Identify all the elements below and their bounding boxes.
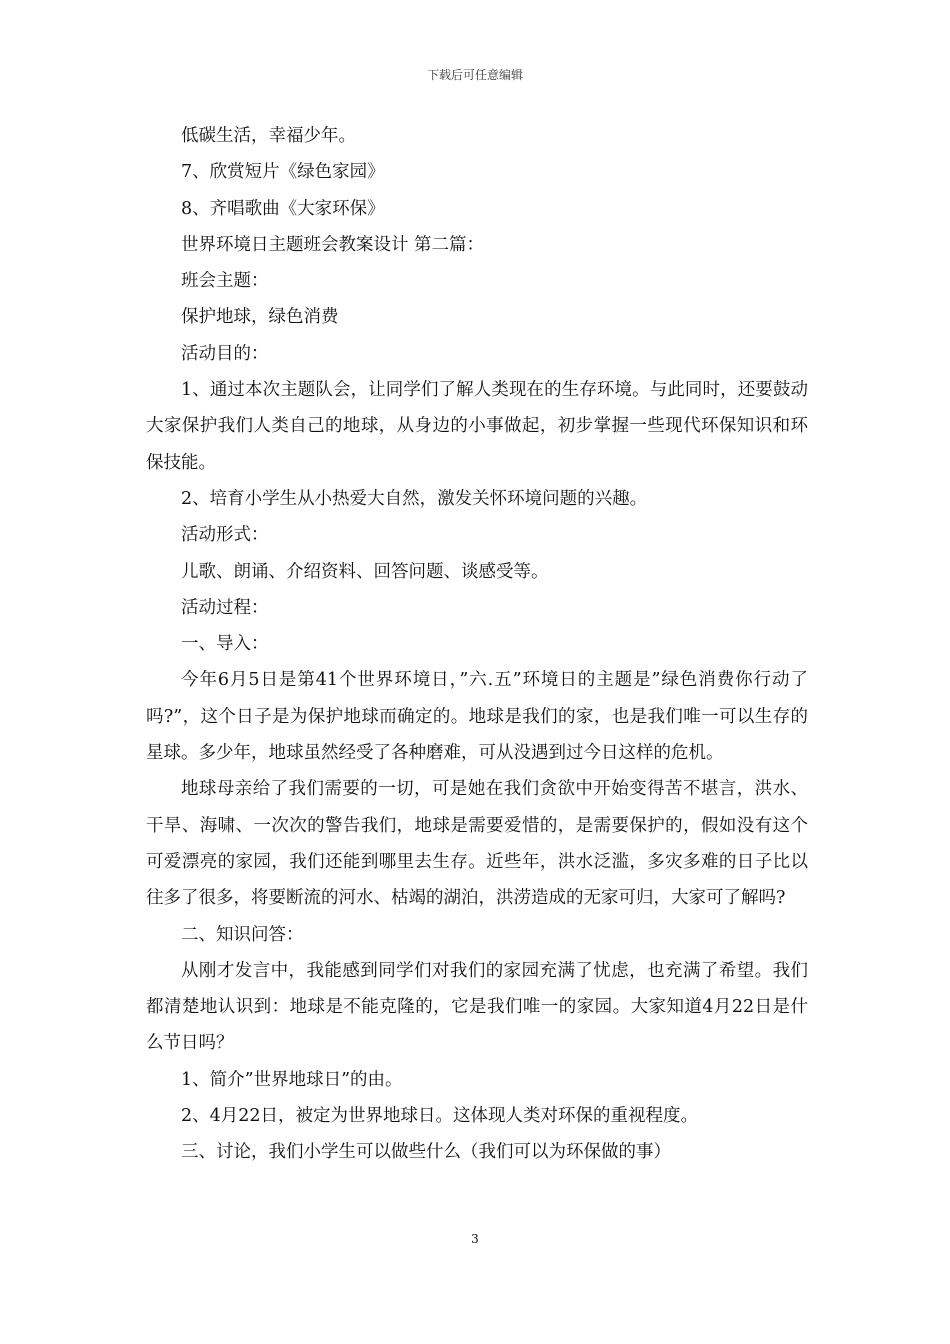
paragraph: 2、4月22日，被定为世界地球日。这体现人类对环保的重视程度。 — [181, 1106, 699, 1127]
paragraph: 从刚才发言中，我能感到同学们对我们的家园充满了忧虑，也充满了希望。我们都清楚地认识到：地球是不能克隆的，它是我们唯一的家园。大家知道4月22日是什么节日吗？ — [146, 960, 808, 1054]
paragraph: 活动过程： — [181, 597, 269, 618]
paragraph: 今年6月5日是第41个世界环境日，”六.五”环境日的主题是”绿色消费你行动了吗?”，这个日子是为保护地球而确定的。地球是我们的家，也是我们唯一可以生存的星球。多少年，地球虽然经受了各种磨难，可从没遇到过今日这样的危机。 — [146, 670, 808, 764]
document-body — [146, 118, 808, 1171]
paragraph: 7、欣赏短片《绿色家园》 — [181, 162, 385, 183]
paragraph: 8、齐唱歌曲《大家环保》 — [181, 198, 385, 219]
page-header: 下载后可任意编辑 — [426, 68, 523, 82]
paragraph: 二、知识问答： — [181, 924, 304, 945]
paragraph: 2、培育小学生从小热爱大自然，激发关怀环境问题的兴趣。 — [181, 488, 648, 509]
paragraph: 一、导入： — [181, 634, 269, 655]
paragraph: 1、简介”世界地球日”的由。 — [181, 1069, 403, 1090]
paragraph: 活动目的： — [181, 343, 269, 364]
paragraph: 班会主题： — [181, 271, 269, 292]
paragraph: 保护地球，绿色消费 — [181, 307, 339, 328]
paragraph: 儿歌、朗诵、介绍资料、回答问题、谈感受等。 — [181, 561, 549, 582]
paragraph: 1、通过本次主题队会，让同学们了解人类现在的生存环境。与此同时，还要鼓动大家保护我们人类自己的地球，从身边的小事做起，初步掌握一些现代环保知识和环保技能。 — [146, 380, 808, 473]
paragraph: 活动形式： — [181, 525, 269, 546]
paragraph: 地球母亲给了我们需要的一切，可是她在我们贪欲中开始变得苦不堪言，洪水、干旱、海啸、一次次的警告我们，地球是需要爱惜的，是需要保护的，假如没有这个可爱漂亮的家园，我们还能到哪里去生存。近些年，洪水泛滥，多灾多难的日子比以往多了很多，将要断流的河水、枯竭的湖泊，洪涝造成的无家可归，大家可了解吗? — [146, 779, 808, 909]
section-heading: 世界环境日主题班会教案设计 第二篇： — [181, 234, 485, 255]
paragraph: 低碳生活，幸福少年。 — [181, 126, 356, 146]
page-number: 3 — [471, 1232, 479, 1246]
paragraph: 三、讨论，我们小学生可以做些什么（我们可以为环保做的事） — [181, 1142, 671, 1163]
